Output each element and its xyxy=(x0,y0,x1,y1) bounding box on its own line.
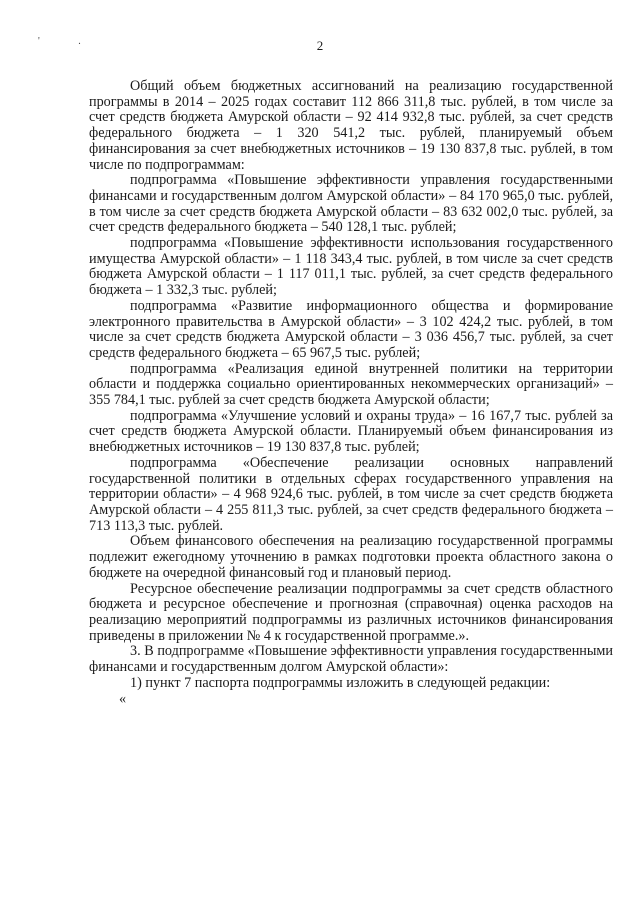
paragraph-subprogram-property: подпрограмма «Повышение эффективности использования государственного имущества Амурской области» – 1 118 343,4 тыс. рублей, в том числе за счет средств бюджета Амурской области – 1 117 011,1 тыс. рублей, за счет средств федерального бюджета – 1 332,3 тыс. рублей; xyxy=(89,235,613,299)
opening-quote-mark: « xyxy=(119,691,127,708)
paragraph-subprogram-labour: подпрограмма «Улучшение условий и охраны труда» – 16 167,7 тыс. рублей за счет средств бюджета Амурской области. Планируемый объем финансирования из внебюджетных источников – 19 130 837,8 тыс. рублей; xyxy=(89,407,613,456)
paragraph-resource-support: Ресурсное обеспечение реализации подпрограммы за счет средств областного бюджета и ресурсное обеспечение и прогнозная (справочная) оценка расходов на реализацию мероприятий подпрограммы из различных источников финансирования приведены в приложении № 4 к государственной программе.». xyxy=(89,580,613,644)
paragraph-amendment-3: 3. В подпрограмме «Повышение эффективности управления государственными финансами и государственным долгом Амурской области»: xyxy=(89,643,613,676)
paragraph-total-budget: Общий объем бюджетных ассигнований на реализацию государственной программы в 2014 – 2025 годах составит 112 866 311,8 тыс. рублей, в том числе за счет средств бюджета Амурской области – 92 414 932,8 тыс. рублей, за счет средств федерального бюджета – 1 320 541,2 тыс. рублей, планируемый объем финансирования за счет внебюджетных источников – 19 130 837,8 тыс. рублей, в том числе по подпрограммам: xyxy=(89,78,613,173)
paragraph-funding-adjustment: Объем финансового обеспечения на реализацию государственной программы подлежит ежегодному уточнению в рамках подготовки проекта областного закона о бюджете на очередной финансовый год и плановый период. xyxy=(89,533,613,581)
paragraph-subprogram-finance: подпрограмма «Повышение эффективности управления государственными финансами и государственным долгом Амурской области» – 84 170 965,0 тыс. рублей, в том числе за счет средств бюджета Амурской области – 83 632 002,0 тыс. рублей, за счет средств федерального бюджета – 540 128,1 тыс. рублей; xyxy=(89,172,613,236)
paragraph-subprogram-egov: подпрограмма «Развитие информационного общества и формирование электронного правительства в Амурской области» – 3 102 424,2 тыс. рублей, в том числе за счет средств бюджета Амурской области – 3 036 456,7 тыс. рублей, за счет средств федерального бюджета – 65 967,5 тыс. рублей; xyxy=(89,297,613,361)
page-number: 2 xyxy=(316,38,324,53)
paragraph-subprogram-governance: подпрограмма «Обеспечение реализации основных направлений государственной политики в отдельных сферах государственного управления на территории области» – 4 968 924,6 тыс. рублей, в том числе за счет средств бюджета Амурской области – 4 255 811,3 тыс. рублей, за счет средств федерального бюджета – 713 113,3 тыс. рублей. xyxy=(89,454,613,534)
document-body xyxy=(89,79,613,708)
list-item-passport-point: 1) пункт 7 паспорта подпрограммы изложить в следующей редакции: xyxy=(130,674,551,691)
paragraph-subprogram-policy: подпрограмма «Реализация единой внутренней политики на территории области и поддержка социально ориентированных некоммерческих организаций» – 355 784,1 тыс. рублей за счет средств бюджета Амурской области; xyxy=(89,360,613,409)
scan-specks: ' . xyxy=(38,36,99,47)
